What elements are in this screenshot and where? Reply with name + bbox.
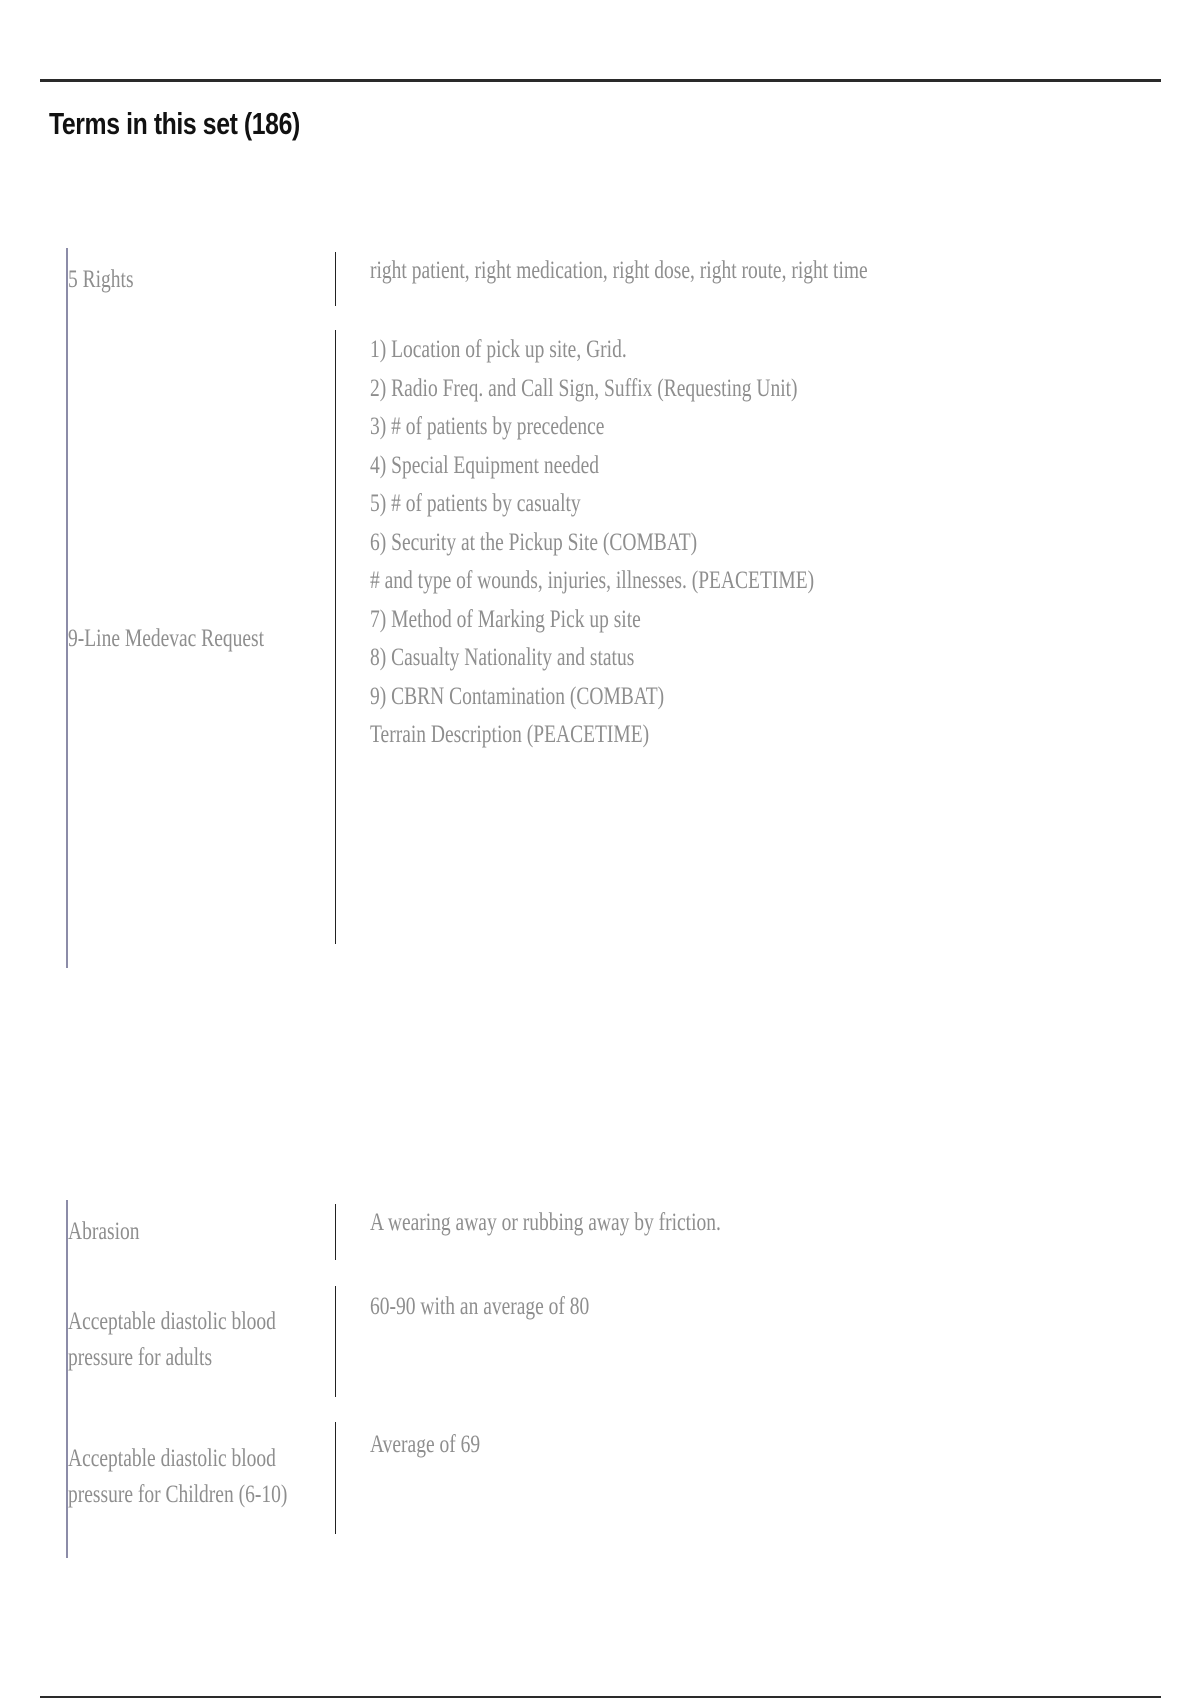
definition-line: Average of 69: [370, 1431, 481, 1458]
card-definition-9-line: [370, 331, 814, 755]
definition-line: 7) Method of Marking Pick up site: [370, 605, 641, 633]
card-term-9-line: 9-Line Medevac Request: [68, 625, 265, 652]
card-divider: [335, 1422, 336, 1534]
definition-line: 6) Security at the Pickup Site (COMBAT): [370, 528, 698, 556]
terms-count-heading: Terms in this set (186): [49, 106, 300, 141]
definition-line: 3) # of patients by precedence: [370, 413, 605, 440]
card-divider: [335, 252, 336, 306]
definition-line: 9) CBRN Contamination (COMBAT): [370, 682, 665, 710]
definition-line: # and type of wounds, injuries, illnesses. (PEACETIME): [370, 567, 815, 594]
definition-line: A wearing away or rubbing away by friction.: [370, 1209, 721, 1236]
definition-line: right patient, right medication, right dose, right route, right time: [370, 257, 868, 284]
card-term-diastolic-children: Acceptable diastolic blood pressure for Children (6-10): [68, 1445, 288, 1508]
card-definition-diastolic-children: [370, 1426, 480, 1465]
card-divider: [335, 1286, 336, 1397]
definition-line: 2) Radio Freq. and Call Sign, Suffix (Requesting Unit): [370, 374, 798, 402]
card-term-diastolic-adults: Acceptable diastolic blood pressure for adults: [68, 1308, 276, 1371]
definition-line: Terrain Description (PEACETIME): [370, 721, 650, 748]
definition-line: 5) # of patients by casualty: [370, 490, 581, 517]
card-term-abrasion: Abrasion: [68, 1218, 140, 1245]
card-divider: [335, 330, 336, 944]
card-definition-abrasion: [370, 1204, 721, 1243]
term-group-left-border: [66, 248, 68, 968]
definition-line: 60-90 with an average of 80: [370, 1293, 590, 1320]
bottom-rule: [40, 1696, 1161, 1698]
card-definition-diastolic-adults: [370, 1288, 589, 1327]
definition-line: 8) Casualty Nationality and status: [370, 644, 635, 671]
definition-line: 4) Special Equipment needed: [370, 451, 600, 479]
card-definition-5-rights: [370, 252, 868, 291]
top-rule: [40, 79, 1161, 82]
card-term-5-rights: 5 Rights: [68, 266, 134, 293]
card-divider: [335, 1204, 336, 1260]
definition-line: 1) Location of pick up site, Grid.: [370, 336, 627, 363]
